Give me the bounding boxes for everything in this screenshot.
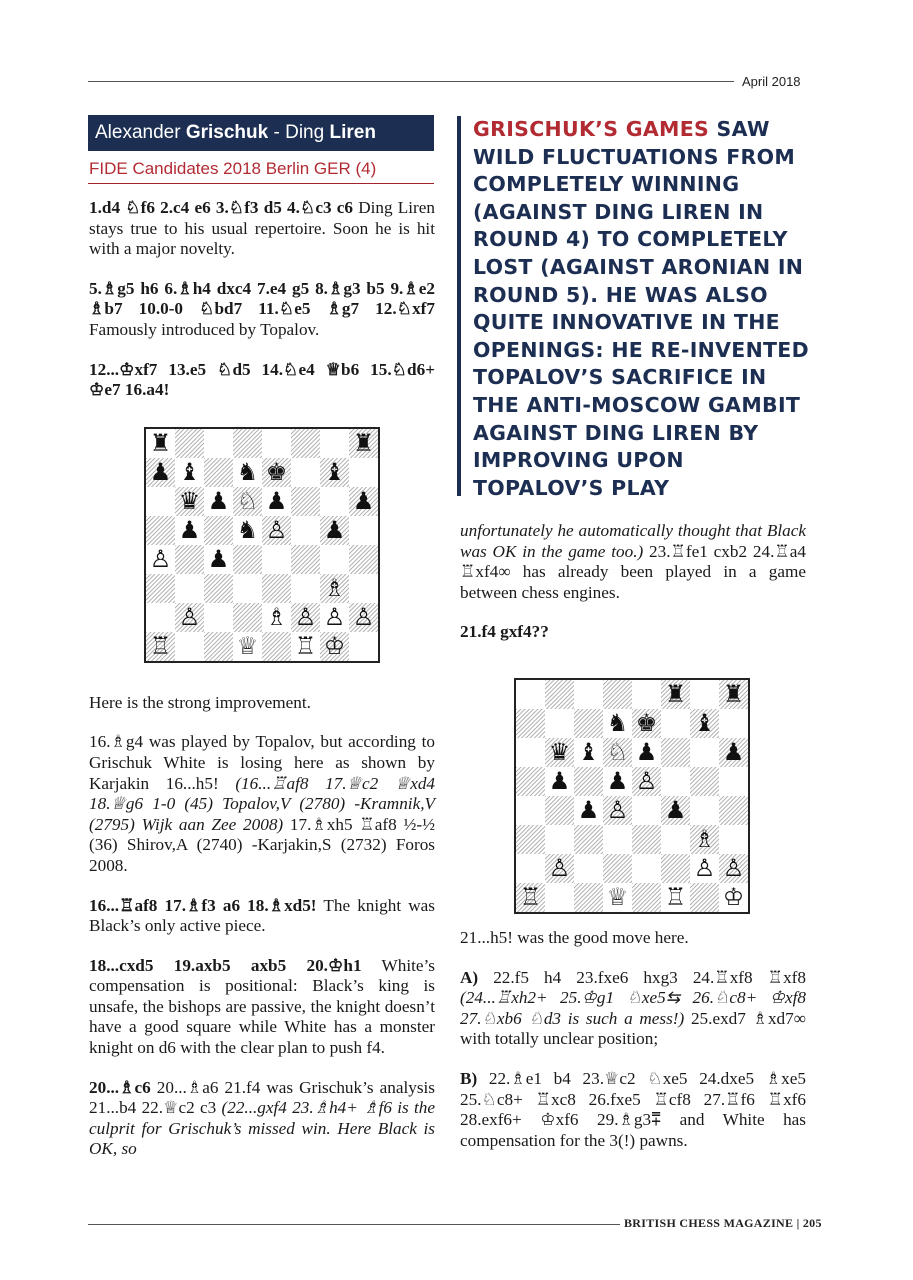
black-bishop-icon: ♝ (323, 458, 346, 486)
white-bishop-icon: ♗ (693, 825, 716, 853)
board-square (516, 825, 545, 854)
board-square (233, 603, 262, 632)
footer-rule (88, 1224, 620, 1225)
board-square (175, 458, 204, 487)
board-square (320, 487, 349, 516)
board-square (574, 825, 603, 854)
right-paragraph: 21.f4 gxf4?? (460, 622, 549, 642)
board-square (204, 574, 233, 603)
board-square (175, 603, 204, 632)
board-square (719, 680, 748, 709)
black-rook-icon: ♜ (664, 680, 687, 708)
white-queen-icon: ♕ (606, 883, 629, 911)
white-bishop-icon: ♗ (323, 574, 346, 602)
black-bishop-icon: ♝ (577, 738, 600, 766)
board-square (661, 709, 690, 738)
board-square (661, 738, 690, 767)
board-square (204, 487, 233, 516)
black-pawn-icon: ♟ (664, 796, 687, 824)
board-square (349, 487, 378, 516)
board-square (262, 429, 291, 458)
board-square (661, 796, 690, 825)
black-rook-icon: ♜ (149, 429, 172, 457)
board-square (233, 574, 262, 603)
board-square (690, 796, 719, 825)
board-square (204, 632, 233, 661)
board-square (719, 767, 748, 796)
left-paragraph: 18...cxd5 19.axb5 axb5 20.♔h1 White’s compensation is positional: Black’s king is unsafe, the bishops are passive, the knight doesn’t have a good square while White has a monster knight on d6 with the clear plan to push f4. (89, 955, 435, 1058)
board-square (545, 796, 574, 825)
board-square (545, 767, 574, 796)
board-square (320, 458, 349, 487)
left-paragraph: 5.♗g5 h6 6.♗h4 dxc4 7.e4 g5 8.♗g3 b5 9.♗e2 ♗b7 10.0-0 ♘bd7 11.♘e5 ♗g7 12.♘xf7 Famously introduced by Topalov. (89, 278, 435, 339)
black-pawn-icon: ♟ (577, 796, 600, 824)
board-square (262, 545, 291, 574)
board-square (719, 709, 748, 738)
black-knight-icon: ♞ (236, 458, 259, 486)
board-square (320, 603, 349, 632)
left-paragraph: 12...♔xf7 13.e5 ♘d5 14.♘e4 ♕b6 15.♘d6+ ♔e7 16.a4! (89, 359, 435, 400)
white-rook-icon: ♖ (519, 883, 542, 911)
board-square (262, 516, 291, 545)
black-last-name: Liren (329, 122, 376, 143)
board-square (146, 487, 175, 516)
board-square (146, 516, 175, 545)
black-pawn-icon: ♟ (323, 516, 346, 544)
left-paragraph: Here is the strong improvement. (89, 692, 311, 712)
black-knight-icon: ♞ (236, 516, 259, 544)
board-square (175, 574, 204, 603)
black-pawn-icon: ♟ (352, 487, 375, 515)
white-bishop-icon: ♗ (265, 603, 288, 631)
board-square (632, 738, 661, 767)
black-pawn-icon: ♟ (207, 545, 230, 573)
board-square (146, 632, 175, 661)
left-paragraph: 16.♗g4 was played by Topalov, but according to Grischuk White is losing here as shown by Karjakin 16...h5! (16...♖af8 17.♕c2 ♕xd4 18.♕g6 1-0 (45) Topalov,V (2780) -Kramnik,V (2795) Wijk aan Zee 2008) 17.♗xh5 ♖af8 ½-½ (36) Shirov,A (2740) -Karjakin,S (2732) Foros 2008. (89, 732, 436, 875)
white-pawn-icon: ♙ (265, 516, 288, 544)
board-square (545, 854, 574, 883)
board-square (516, 738, 545, 767)
chess-diagram-1 (144, 427, 380, 663)
event-line: FIDE Candidates 2018 Berlin GER (4) (88, 157, 434, 184)
board-square (632, 854, 661, 883)
black-first-name: Ding (285, 122, 325, 143)
board-square (603, 854, 632, 883)
board-square (291, 429, 320, 458)
board-square (262, 458, 291, 487)
white-pawn-icon: ♙ (178, 603, 201, 631)
board-square (233, 545, 262, 574)
board-square (146, 603, 175, 632)
left-paragraph: 1.d4 ♘f6 2.c4 e6 3.♘f3 d5 4.♘c3 c6 Ding Liren stays true to his usual repertoire. Soon he is hit with a major novelty. (89, 198, 435, 259)
board-square (632, 680, 661, 709)
white-pawn-icon: ♙ (323, 603, 346, 631)
footer-text: BRITISH CHESS MAGAZINE | 205 (624, 1216, 822, 1230)
black-queen-icon: ♛ (178, 487, 201, 515)
white-pawn-icon: ♙ (693, 854, 716, 882)
board-square (291, 516, 320, 545)
board-square (574, 854, 603, 883)
players-separator: - (268, 122, 286, 143)
white-rook-icon: ♖ (294, 632, 317, 660)
board-square (233, 429, 262, 458)
board-square (545, 680, 574, 709)
board-square (719, 883, 748, 912)
right-paragraph: B) 22.♗e1 b4 23.♕c2 ♘xe5 24.dxe5 ♗xe5 25.♘c8+ ♖xc8 26.fxe5 ♖cf8 27.♖f6 ♖xf6 28.exf6+ ♔xf6 29.♗g3⩱ and White has compensation for the 3(!) pawns. (460, 1068, 806, 1150)
board-square (603, 767, 632, 796)
board-square (516, 767, 545, 796)
board-square (690, 680, 719, 709)
left-paragraph: 16...♖af8 17.♗f3 a6 18.♗xd5! The knight was Black’s only active piece. (89, 895, 435, 936)
right-paragraph: 21...h5! was the good move here. (460, 927, 689, 947)
board-square (690, 825, 719, 854)
board-square (204, 516, 233, 545)
right-paragraph: A) 22.f5 h4 23.fxe6 hxg3 24.♖xf8 ♖xf8 (24...♖xh2+ 25.♔g1 ♘xe5⇆ 26.♘c8+ ♔xf8 27.♘xb6 ♘d3 is such a mess!) 25.exd7 ♗xd7∞ with totally unclear position; (460, 967, 806, 1049)
board-square (632, 825, 661, 854)
white-pawn-icon: ♙ (606, 796, 629, 824)
board-square (349, 516, 378, 545)
board-square (661, 680, 690, 709)
board-square (349, 574, 378, 603)
board-square (291, 574, 320, 603)
black-bishop-icon: ♝ (693, 709, 716, 737)
right-paragraph: unfortunately he automatically thought that Black was OK in the game too.) 23.♖fe1 cxb2 24.♖a4 ♖xf4∞ has already been played in a game between chess engines. (460, 521, 806, 602)
white-last-name: Grischuk (185, 122, 269, 143)
white-knight-icon: ♘ (236, 487, 259, 515)
black-pawn-icon: ♟ (722, 738, 745, 766)
board-square (262, 487, 291, 516)
black-pawn-icon: ♟ (265, 487, 288, 515)
board-square (516, 709, 545, 738)
black-queen-icon: ♛ (548, 738, 571, 766)
board-square (349, 603, 378, 632)
board-square (603, 680, 632, 709)
board-square (545, 738, 574, 767)
board-square (262, 603, 291, 632)
board-square (574, 796, 603, 825)
black-pawn-icon: ♟ (635, 738, 658, 766)
board-square (262, 632, 291, 661)
board-square (516, 680, 545, 709)
board-square (175, 632, 204, 661)
board-square (603, 825, 632, 854)
white-rook-icon: ♖ (149, 632, 172, 660)
board-square (204, 545, 233, 574)
board-square (146, 545, 175, 574)
issue-date: April 2018 (742, 74, 801, 89)
white-pawn-icon: ♙ (722, 854, 745, 882)
board-square (320, 545, 349, 574)
white-pawn-icon: ♙ (294, 603, 317, 631)
board-square (146, 429, 175, 458)
board-square (632, 883, 661, 912)
board-square (719, 825, 748, 854)
black-pawn-icon: ♟ (207, 487, 230, 515)
board-square (349, 632, 378, 661)
black-king-icon: ♚ (265, 458, 288, 486)
board-square (632, 796, 661, 825)
board-square (233, 632, 262, 661)
white-king-icon: ♔ (323, 632, 346, 660)
board-square (320, 429, 349, 458)
black-rook-icon: ♜ (352, 429, 375, 457)
board-square (175, 545, 204, 574)
pull-quote (457, 116, 817, 500)
board-square (204, 458, 233, 487)
board-square (233, 516, 262, 545)
board-square (516, 796, 545, 825)
board-square (690, 709, 719, 738)
board-square (690, 767, 719, 796)
board-square (574, 883, 603, 912)
board-square (719, 738, 748, 767)
board-square (204, 429, 233, 458)
board-square (632, 709, 661, 738)
board-square (603, 883, 632, 912)
board-square (545, 825, 574, 854)
board-square (574, 709, 603, 738)
board-square (545, 883, 574, 912)
board-square (516, 854, 545, 883)
board-square (175, 487, 204, 516)
board-square (291, 458, 320, 487)
board-square (603, 738, 632, 767)
board-square (719, 796, 748, 825)
header-rule (88, 81, 734, 82)
board-square (349, 458, 378, 487)
board-square (146, 458, 175, 487)
white-knight-icon: ♘ (606, 738, 629, 766)
board-square (320, 574, 349, 603)
left-column (89, 198, 435, 1179)
game-title-bar (88, 115, 434, 151)
black-king-icon: ♚ (635, 709, 658, 737)
board-square (574, 680, 603, 709)
board-square (233, 487, 262, 516)
board-square (603, 709, 632, 738)
white-queen-icon: ♕ (236, 632, 259, 660)
board-square (690, 854, 719, 883)
pull-quote-highlight: GRISCHUK’S GAMES (473, 117, 710, 141)
chess-diagram-2 (514, 678, 750, 914)
left-paragraph: 20...♗c6 20...♗a6 21.f4 was Grischuk’s analysis 21...b4 22.♕c2 c3 (22...gxf4 23.♗h4+ ♗f6 is the culprit for Grischuk’s missed win. Here Black is OK, so (89, 1077, 435, 1159)
board-square (545, 709, 574, 738)
board-square (349, 545, 378, 574)
board-square (175, 429, 204, 458)
black-knight-icon: ♞ (606, 709, 629, 737)
pull-quote-text: SAW WILD FLUCTUATIONS FROM COMPLETELY WINNING (AGAINST DING LIREN IN ROUND 4) TO COMPLETELY LOST (AGAINST ARONIAN IN ROUND 5). HE WAS ALSO QUITE INNOVATIVE IN THE OPENINGS: HE RE-INVENTED TOPALOV’S SACRIFICE IN THE ANTI-MOSCOW GAMBIT AGAINST DING LIREN BY IMPROVING UPON TOPALOV’S PLAY (473, 117, 809, 500)
white-pawn-icon: ♙ (352, 603, 375, 631)
board-square (661, 854, 690, 883)
black-pawn-icon: ♟ (178, 516, 201, 544)
white-pawn-icon: ♙ (548, 854, 571, 882)
board-square (320, 632, 349, 661)
board-square (204, 603, 233, 632)
board-square (719, 854, 748, 883)
black-bishop-icon: ♝ (178, 458, 201, 486)
board-square (291, 603, 320, 632)
board-square (661, 767, 690, 796)
board-square (320, 516, 349, 545)
board-square (349, 429, 378, 458)
board-square (690, 883, 719, 912)
white-first-name: Alexander (95, 122, 181, 143)
board-square (262, 574, 291, 603)
black-pawn-icon: ♟ (606, 767, 629, 795)
board-square (661, 883, 690, 912)
board-square (574, 738, 603, 767)
white-king-icon: ♔ (722, 883, 745, 911)
board-square (661, 825, 690, 854)
black-pawn-icon: ♟ (149, 458, 172, 486)
board-square (233, 458, 262, 487)
board-square (516, 883, 545, 912)
board-square (291, 545, 320, 574)
board-square (146, 574, 175, 603)
board-square (690, 738, 719, 767)
black-rook-icon: ♜ (722, 680, 745, 708)
black-pawn-icon: ♟ (548, 767, 571, 795)
board-square (632, 767, 661, 796)
board-square (291, 487, 320, 516)
board-square (175, 516, 204, 545)
board-square (603, 796, 632, 825)
board-square (291, 632, 320, 661)
board-square (574, 767, 603, 796)
white-pawn-icon: ♙ (149, 545, 172, 573)
white-pawn-icon: ♙ (635, 767, 658, 795)
white-rook-icon: ♖ (664, 883, 687, 911)
